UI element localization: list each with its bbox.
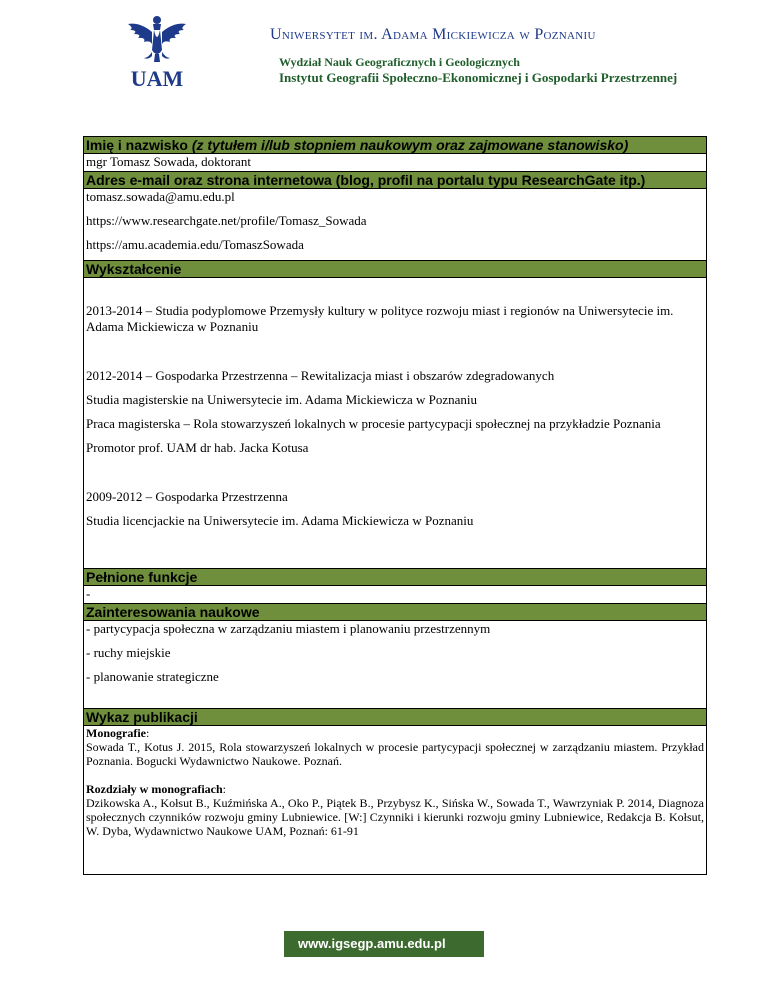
section-header-contact: Adres e-mail oraz strona internetowa (blog, profil na portalu typu ResearchGate itp.): [84, 172, 706, 189]
uam-logo: [122, 14, 192, 90]
education-master-supervisor: Promotor prof. UAM dr hab. Jacka Kotusa: [86, 440, 309, 455]
researchgate-link[interactable]: https://www.researchgate.net/profile/Tomasz_Sowada: [86, 213, 367, 228]
interest-item: - ruchy miejskie: [86, 645, 171, 660]
name-title: Imię i nazwisko: [86, 137, 188, 153]
education-master-degree: 2012-2014 – Gospodarka Przestrzenna – Rewitalizacja miast i obszarów zdegradowanych: [86, 368, 555, 383]
footer-website[interactable]: www.igsegp.amu.edu.pl: [284, 931, 484, 957]
university-name-text: Uniwersytet im. Adama Mickiewicza w Poznaniu: [270, 26, 596, 43]
section-body-contact: [84, 189, 706, 261]
section-body-education: [84, 278, 706, 569]
faculty-name: Wydział Nauk Geograficznych i Geologicznych: [279, 55, 520, 69]
education-bachelor-degree: 2009-2012 – Gospodarka Przestrzenna: [86, 489, 288, 504]
section-body-publications: Monografie: Sowada T., Kotus J. 2015, Rola stowarzyszeń lokalnych w procesie partycypacji społecznej w zarządzaniu miastem. Przykład Poznania. Bogucki Wydawnictwo Naukowe. Poznań. Rozdziały w monografiach: Dzikowska A., Kołsut B., Kuźmińska A., Oko P., Piątek B., Przybysz K., Sińska W., Sowada T., Wawrzyniak P. 2014, Diagnoza społecznych czynników rozwoju gminy Lubniewice. [W:] Czynniki i kierunki rozwoju gminy Lubniewice, Redakcja B. Kołsut, W. Dyba, Wydawnictwo Naukowe UAM, Poznań: 61-91: [84, 726, 706, 875]
education-postgraduate: 2013-2014 – Studia podyplomowe Przemysły kultury w polityce rozwoju miast i regionów na Uniwersytecie im. Adama Mickiewicza w Poznaniu: [86, 303, 674, 334]
section-body-functions: [84, 586, 706, 604]
education-master-thesis: Praca magisterska – Rola stowarzyszeń lokalnych w procesie partycypacji społecznej na przykładzie Poznania: [86, 416, 661, 431]
university-name: [270, 26, 596, 44]
name-title-note: (z tytułem i/lub stopniem naukowym oraz zajmowane stanowisko): [191, 137, 629, 153]
logo-text: UAM: [130, 66, 184, 90]
education-bachelor-studies: Studia licencjackie na Uniwersytecie im. Adama Mickiewicza w Poznaniu: [86, 513, 474, 528]
interest-item: - planowanie strategiczne: [86, 669, 219, 684]
section-body-name: [84, 154, 706, 172]
section-header-interests: Zainteresowania naukowe: [84, 604, 706, 621]
institute-name: Instytut Geografii Społeczno-Ekonomicznej i Gospodarki Przestrzennej: [279, 70, 678, 85]
academia-link[interactable]: https://amu.academia.edu/TomaszSowada: [86, 237, 304, 252]
functions-value: -: [86, 586, 91, 601]
email-link[interactable]: tomasz.sowada@amu.edu.pl: [86, 189, 235, 204]
monograph-entry: Sowada T., Kotus J. 2015, Rola stowarzyszeń lokalnych w procesie partycypacji społecznej w zarządzaniu miastem. Przykład Poznania. Bogucki Wydawnictwo Naukowe. Poznań.: [86, 740, 704, 768]
monographs-label: Monografie: [86, 726, 146, 740]
interest-item: - partycypacja społeczna w zarządzaniu miastem i planowaniu przestrzennym: [86, 621, 491, 636]
section-header-publications: Wykaz publikacji: [84, 709, 706, 726]
chapter-entry: Dzikowska A., Kołsut B., Kuźmińska A., Oko P., Piątek B., Przybysz K., Sińska W., Sowada T., Wawrzyniak P. 2014, Diagnoza społecznych czynników rozwoju gminy Lubniewice. [W:] Czynniki i kierunki rozwoju gminy Lubniewice, Redakcja B. Kołsut, W. Dyba, Wydawnictwo Naukowe UAM, Poznań: 61-91: [86, 796, 704, 838]
full-name: mgr Tomasz Sowada, doktorant: [86, 154, 251, 169]
education-master-studies: Studia magisterskie na Uniwersytecie im. Adama Mickiewicza w Poznaniu: [86, 392, 477, 407]
eagle-emblem-icon: [122, 14, 192, 90]
section-header-functions: Pełnione funkcje: [84, 569, 706, 586]
cv-table: [83, 136, 707, 875]
section-header-education: Wykształcenie: [84, 261, 706, 278]
section-body-interests: [84, 621, 706, 709]
chapters-label: Rozdziały w monografiach: [86, 782, 223, 796]
section-header-name: [84, 137, 706, 154]
